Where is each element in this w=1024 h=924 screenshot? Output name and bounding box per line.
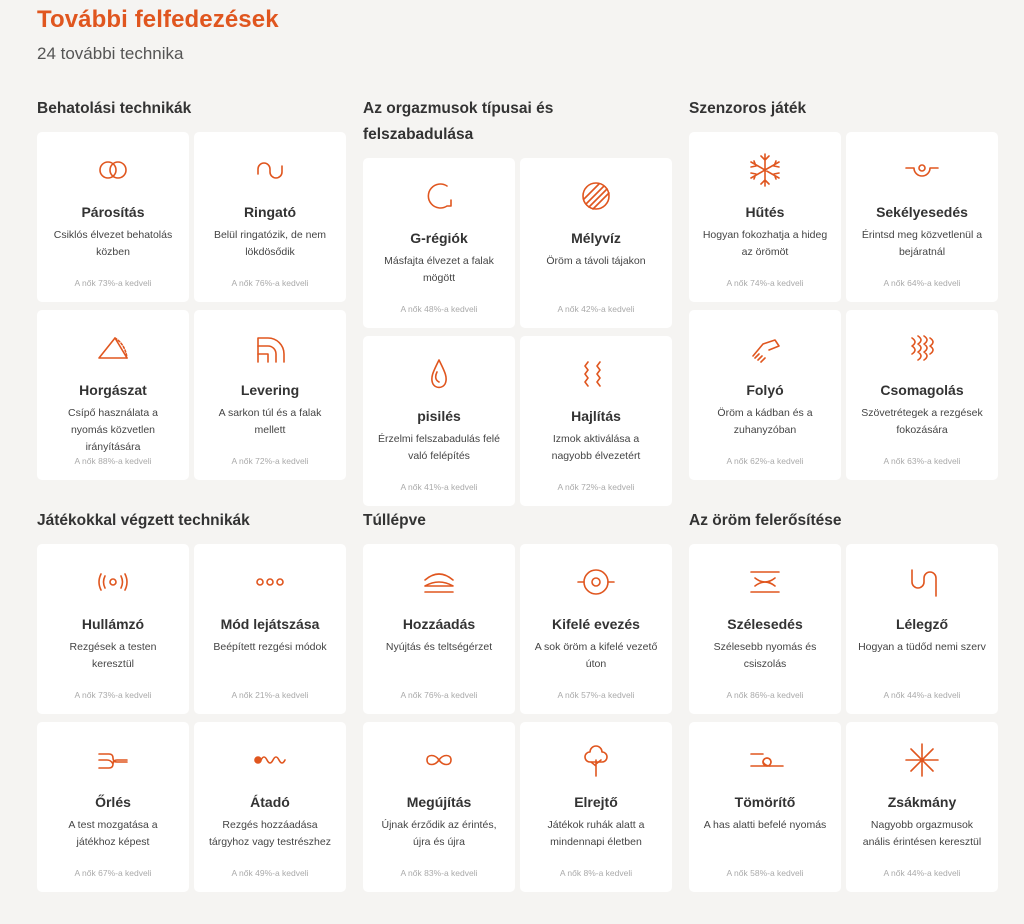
card-stat: A nők 62%-a kedveli: [726, 456, 804, 466]
technique-card[interactable]: [363, 158, 515, 328]
card-description: Szövetrétegek a rezgések fokozására: [861, 407, 983, 436]
card-description: Csiklós élvezet behatolás közben: [53, 229, 173, 258]
card-title: Folyó: [746, 382, 784, 398]
section-title: Az öröm felerősítése: [689, 512, 842, 529]
shallow-icon: [902, 150, 942, 190]
section-title: Játékokkal végzett technikák: [37, 512, 250, 529]
technique-card[interactable]: [520, 722, 672, 892]
card-stat: A nők 83%-a kedveli: [400, 868, 478, 878]
technique-card[interactable]: [37, 132, 189, 302]
card-description: Hogyan fokozhatja a hideg az örömöt: [702, 229, 828, 258]
card-description: Szélesebb nyomás és csiszolás: [713, 641, 817, 670]
transfer-icon: [250, 740, 290, 780]
card-description: Öröm a távoli tájakon: [546, 255, 646, 267]
card-stat: A nők 48%-a kedveli: [400, 304, 478, 314]
card-title: Hozzáadás: [402, 616, 476, 632]
card-title: Hajlítás: [571, 408, 621, 424]
section-1: [37, 96, 347, 466]
card-stat: A nők 57%-a kedveli: [557, 690, 635, 700]
g-curve-icon: [419, 176, 459, 216]
card-title: Tömörítő: [734, 794, 796, 810]
drop-icon: [419, 354, 459, 394]
card-title: Sekélyesedés: [876, 204, 968, 220]
card-title: Mód lejátszása: [220, 616, 320, 632]
technique-card[interactable]: [689, 722, 841, 892]
snowflake-icon: [745, 150, 785, 190]
section-title: Az orgazmusok típusai és felszabadulása: [363, 100, 554, 143]
card-title: Párosítás: [81, 204, 145, 220]
striped-circle-icon: [576, 176, 616, 216]
technique-card[interactable]: [846, 132, 998, 302]
card-description: Újnak érződik az érintés, újra és újra: [381, 819, 497, 848]
card-stat: A nők 74%-a kedveli: [726, 278, 804, 288]
technique-card[interactable]: [37, 544, 189, 714]
card-title: Kifelé evezés: [552, 616, 640, 632]
card-stat: A nők 8%-a kedveli: [559, 868, 633, 878]
rings-icon: [93, 150, 133, 190]
technique-card[interactable]: [37, 310, 189, 480]
card-description: Rezgések a testen keresztül: [69, 641, 157, 670]
section-title: Szenzoros játék: [689, 100, 807, 117]
card-stat: A nők 42%-a kedveli: [557, 304, 635, 314]
card-stat: A nők 63%-a kedveli: [883, 456, 961, 466]
technique-card[interactable]: [689, 310, 841, 480]
card-description: Beépített rezgési módok: [213, 641, 327, 653]
texture-icon: [902, 328, 942, 368]
infinity-icon: [419, 740, 459, 780]
card-stat: A nők 41%-a kedveli: [400, 482, 478, 492]
card-grid: [689, 544, 998, 892]
card-stat: A nők 88%-a kedveli: [74, 456, 152, 466]
card-title: Ringató: [243, 204, 297, 220]
card-stat: A nők 73%-a kedveli: [74, 278, 152, 288]
card-description: Belül ringatózik, de nem lökdösődik: [213, 229, 327, 258]
card-stat: A nők 76%-a kedveli: [400, 690, 478, 700]
curves-icon: [250, 328, 290, 368]
shower-icon: [745, 328, 785, 368]
card-title: Csomagolás: [880, 382, 964, 398]
card-title: Horgászat: [79, 382, 147, 398]
card-stat: A nők 21%-a kedveli: [231, 690, 309, 700]
technique-card[interactable]: [194, 544, 346, 714]
card-description: Másfajta élvezet a falak mögött: [384, 255, 494, 284]
card-description: A has alatti befelé nyomás: [703, 819, 827, 831]
hills-icon: [419, 562, 459, 602]
card-title: Levering: [240, 382, 300, 398]
card-title: Átadó: [250, 794, 290, 810]
section-5: [363, 508, 673, 878]
card-description: Izmok aktiválása a nagyobb élvezetért: [551, 433, 641, 462]
card-description: Érzelmi felszabadulás felé való felépítés: [378, 433, 500, 462]
card-stat: A nők 58%-a kedveli: [726, 868, 804, 878]
technique-card[interactable]: [37, 722, 189, 892]
card-title: pisilés: [417, 408, 461, 424]
technique-card[interactable]: [194, 310, 346, 480]
card-grid: [689, 132, 998, 480]
technique-card[interactable]: [363, 336, 515, 506]
card-title: Lélegző: [895, 616, 949, 632]
card-stat: A nők 67%-a kedveli: [74, 868, 152, 878]
technique-card[interactable]: [194, 132, 346, 302]
section-6: [689, 508, 999, 878]
technique-card[interactable]: [520, 544, 672, 714]
compress-icon: [745, 740, 785, 780]
card-description: Hogyan a tüdőd nemi szerv: [858, 641, 986, 653]
wave-loop-icon: [250, 150, 290, 190]
card-title: Mélyvíz: [571, 230, 621, 246]
target-icon: [576, 562, 616, 602]
tree-icon: [576, 740, 616, 780]
card-stat: A nők 72%-a kedveli: [557, 482, 635, 492]
technique-card[interactable]: [194, 722, 346, 892]
technique-card[interactable]: [520, 336, 672, 506]
starburst-icon: [902, 740, 942, 780]
card-description: A sok öröm a kifelé vezető úton: [534, 641, 658, 670]
card-stat: A nők 49%-a kedveli: [231, 868, 309, 878]
card-description: Érintsd meg közvetlenül a bejáratnál: [861, 229, 983, 258]
card-stat: A nők 44%-a kedveli: [883, 690, 961, 700]
card-description: Csípő használata a nyomás közvetlen irányítására: [68, 407, 158, 453]
card-description: Nagyobb orgazmusok anális érintésen keresztül: [862, 819, 982, 848]
technique-card[interactable]: [520, 158, 672, 328]
page-subtitle: 24 további technika: [37, 44, 184, 63]
technique-card[interactable]: [689, 132, 841, 302]
card-description: Játékok ruhák alatt a mindennapi életben: [547, 819, 645, 848]
card-description: Rezgés hozzáadása tárgyhoz vagy testrészhez: [209, 819, 331, 848]
card-title: Őrlés: [95, 794, 131, 810]
widen-icon: [745, 562, 785, 602]
card-stat: A nők 86%-a kedveli: [726, 690, 804, 700]
card-stat: A nők 73%-a kedveli: [74, 690, 152, 700]
technique-card[interactable]: [689, 544, 841, 714]
card-title: Hullámzó: [81, 616, 145, 632]
grind-icon: [93, 740, 133, 780]
section-title: Behatolási technikák: [37, 100, 192, 117]
technique-card[interactable]: [363, 722, 515, 892]
card-grid: [37, 132, 346, 480]
technique-card[interactable]: [846, 722, 998, 892]
page-title: További felfedezések: [37, 6, 279, 33]
card-title: Elrejtő: [574, 794, 618, 810]
technique-card[interactable]: [846, 310, 998, 480]
section-title: Túllépve: [363, 512, 426, 529]
card-stat: A nők 64%-a kedveli: [883, 278, 961, 288]
card-stat: A nők 72%-a kedveli: [231, 456, 309, 466]
dots-icon: [250, 562, 290, 602]
zigzag-icon: [576, 354, 616, 394]
vibration-icon: [93, 562, 133, 602]
card-stat: A nők 76%-a kedveli: [231, 278, 309, 288]
card-title: Szélesedés: [727, 616, 803, 632]
card-grid: [363, 158, 672, 506]
card-description: A test mozgatása a játékhoz képest: [68, 819, 158, 848]
section-2: [363, 96, 673, 492]
angle-icon: [93, 328, 133, 368]
card-stat: A nők 44%-a kedveli: [883, 868, 961, 878]
technique-card[interactable]: [846, 544, 998, 714]
section-3: [689, 96, 999, 466]
card-title: Hűtés: [745, 204, 785, 220]
card-description: A sarkon túl és a falak mellett: [218, 407, 322, 436]
card-title: Megújítás: [406, 794, 472, 810]
card-grid: [363, 544, 672, 892]
card-title: Zsákmány: [887, 794, 957, 810]
card-description: Öröm a kádban és a zuhanyzóban: [717, 407, 813, 436]
breath-icon: [902, 562, 942, 602]
card-title: G-régiók: [410, 230, 468, 246]
card-grid: [37, 544, 346, 892]
card-description: Nyújtás és teltségérzet: [385, 641, 493, 653]
section-4: [37, 508, 347, 878]
technique-card[interactable]: [363, 544, 515, 714]
